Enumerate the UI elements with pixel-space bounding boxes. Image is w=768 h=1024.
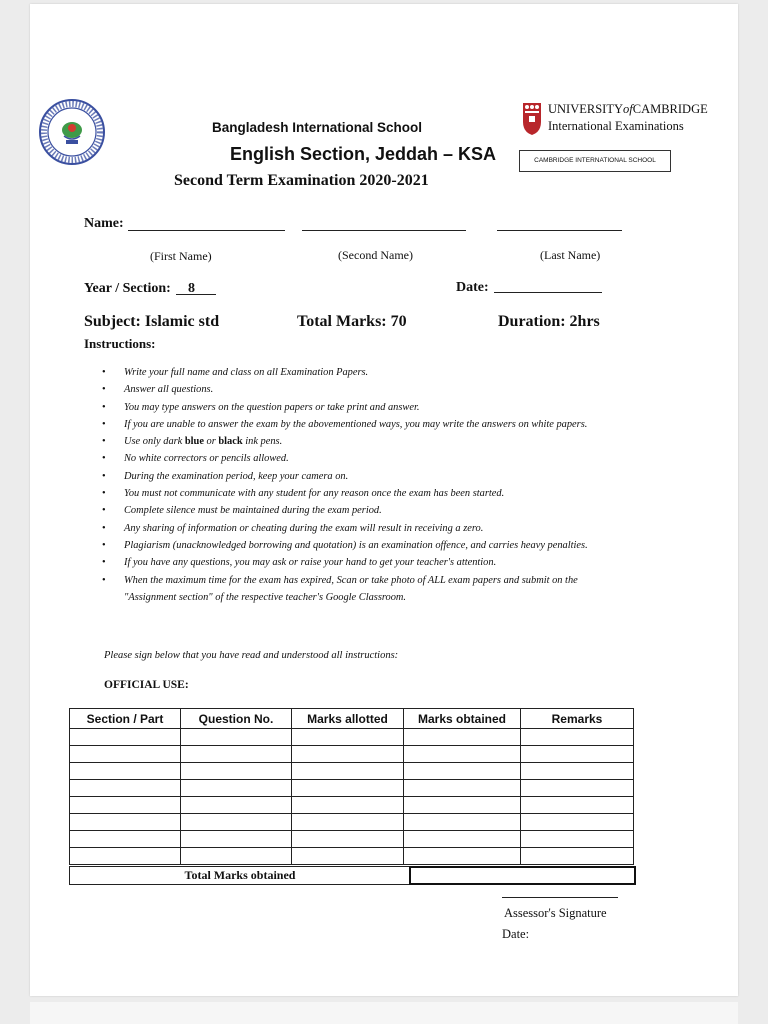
exam-title: Second Term Examination 2020-2021 xyxy=(174,172,429,189)
table-cell[interactable] xyxy=(292,746,404,763)
first-name-caption: (First Name) xyxy=(150,249,212,263)
assessor-signature-label: Assessor's Signature xyxy=(504,906,607,920)
table-cell[interactable] xyxy=(70,746,181,763)
marks-table xyxy=(69,708,634,865)
duration: Duration: 2hrs xyxy=(498,313,600,330)
table-cell[interactable] xyxy=(181,814,292,831)
table-cell[interactable] xyxy=(181,831,292,848)
table-cell[interactable] xyxy=(521,814,634,831)
table-cell[interactable] xyxy=(404,814,521,831)
table-row xyxy=(70,780,634,797)
col-marks-allotted: Marks allotted xyxy=(292,709,404,729)
table-cell[interactable] xyxy=(70,780,181,797)
table-cell[interactable] xyxy=(292,848,404,865)
table-cell[interactable] xyxy=(404,763,521,780)
cambridge-title: UNIVERSITYofCAMBRIDGE xyxy=(548,102,708,116)
table-cell[interactable] xyxy=(181,729,292,746)
table-row xyxy=(70,831,634,848)
col-question-no: Question No. xyxy=(181,709,292,729)
cambridge-crest-icon xyxy=(522,102,542,136)
table-cell[interactable] xyxy=(292,814,404,831)
table-cell[interactable] xyxy=(70,729,181,746)
subject: Subject: Islamic std xyxy=(84,313,220,330)
instructions-list xyxy=(102,364,632,606)
second-name-field[interactable] xyxy=(302,230,466,231)
total-marks: Total Marks: 70 xyxy=(297,313,407,330)
table-row xyxy=(70,763,634,780)
table-cell[interactable] xyxy=(521,729,634,746)
table-cell[interactable] xyxy=(70,797,181,814)
total-marks-row xyxy=(69,866,634,884)
instructions-title: Instructions: xyxy=(84,336,156,351)
assessor-signature-line[interactable] xyxy=(502,897,618,898)
table-cell[interactable] xyxy=(292,797,404,814)
total-marks-obtained-label: Total Marks obtained xyxy=(69,866,411,885)
list-item: • Plagiarism (unacknowledged borrowing and quotation) is an examination offence, and carries heavy penalties. xyxy=(102,537,632,554)
table-cell[interactable] xyxy=(181,746,292,763)
table-cell[interactable] xyxy=(292,831,404,848)
list-item: • If you have any questions, you may ask or raise your hand to get your teacher's attention. xyxy=(102,554,632,571)
table-cell[interactable] xyxy=(521,763,634,780)
list-item: • You may type answers on the question papers or take print and answer. xyxy=(102,399,632,416)
date-field[interactable] xyxy=(494,292,602,293)
school-name: Bangladesh International School xyxy=(212,120,423,135)
table-cell[interactable] xyxy=(521,780,634,797)
school-seal-logo xyxy=(38,98,106,166)
table-row xyxy=(70,797,634,814)
table-cell[interactable] xyxy=(521,831,634,848)
list-item: • Answer all questions. xyxy=(102,381,632,398)
table-cell[interactable] xyxy=(70,831,181,848)
table-row xyxy=(70,729,634,746)
col-section-part: Section / Part xyxy=(70,709,181,729)
table-cell[interactable] xyxy=(292,780,404,797)
col-remarks: Remarks xyxy=(521,709,634,729)
cambridge-subtitle: International Examinations xyxy=(548,119,684,133)
col-marks-obtained: Marks obtained xyxy=(404,709,521,729)
last-name-caption: (Last Name) xyxy=(540,248,601,262)
table-cell[interactable] xyxy=(404,797,521,814)
table-cell[interactable] xyxy=(181,780,292,797)
table-row xyxy=(70,814,634,831)
section-name: English Section, Jeddah – KSA xyxy=(230,144,497,164)
list-item: • Any sharing of information or cheating during the exam will result in receiving a zero. xyxy=(102,520,632,537)
last-name-field[interactable] xyxy=(497,230,622,231)
table-cell[interactable] xyxy=(70,814,181,831)
cambridge-school-badge: CAMBRIDGE INTERNATIONAL SCHOOL xyxy=(519,150,671,172)
list-item: • Use only dark blue or black ink pens. xyxy=(102,433,632,450)
second-name-caption: (Second Name) xyxy=(338,248,413,262)
table-cell[interactable] xyxy=(404,831,521,848)
year-section-label: Year / Section: xyxy=(84,281,171,296)
list-item: • During the examination period, keep your camera on. xyxy=(102,468,632,485)
list-item: • No white correctors or pencils allowed. xyxy=(102,450,632,467)
next-page-edge xyxy=(30,1002,738,1024)
table-header-row xyxy=(70,709,634,729)
sign-note: Please sign below that you have read and understood all instructions: xyxy=(104,650,399,661)
first-name-field[interactable] xyxy=(128,230,285,231)
official-use-title: OFFICIAL USE: xyxy=(104,679,189,691)
list-item: • Complete silence must be maintained during the exam period. xyxy=(102,502,632,519)
table-cell[interactable] xyxy=(292,763,404,780)
year-section-value: 8 xyxy=(188,281,195,296)
list-item: • When the maximum time for the exam has expired, Scan or take photo of ALL exam papers and submit on the "Assignment section" of the respective teacher's Google Classroom. xyxy=(102,572,632,607)
name-label: Name: xyxy=(84,216,124,231)
table-cell[interactable] xyxy=(181,763,292,780)
list-item: • If you are unable to answer the exam by the abovementioned ways, you may write the answers on white papers. xyxy=(102,416,632,433)
year-section-field[interactable] xyxy=(176,294,216,295)
table-cell[interactable] xyxy=(292,729,404,746)
table-cell[interactable] xyxy=(70,848,181,865)
table-cell[interactable] xyxy=(181,848,292,865)
table-row xyxy=(70,848,634,865)
assessor-date-label: Date: xyxy=(502,927,530,941)
list-item: • Write your full name and class on all Examination Papers. xyxy=(102,364,632,381)
list-item: • You must not communicate with any student for any reason once the exam has been started. xyxy=(102,485,632,502)
table-row xyxy=(70,746,634,763)
table-cell[interactable] xyxy=(404,780,521,797)
table-cell[interactable] xyxy=(521,848,634,865)
date-label: Date: xyxy=(456,280,489,295)
table-cell[interactable] xyxy=(181,797,292,814)
table-cell[interactable] xyxy=(521,746,634,763)
table-cell[interactable] xyxy=(404,746,521,763)
table-cell[interactable] xyxy=(521,797,634,814)
table-cell[interactable] xyxy=(404,729,521,746)
table-cell[interactable] xyxy=(404,848,521,865)
total-marks-obtained-field[interactable] xyxy=(409,866,636,885)
table-cell[interactable] xyxy=(70,763,181,780)
